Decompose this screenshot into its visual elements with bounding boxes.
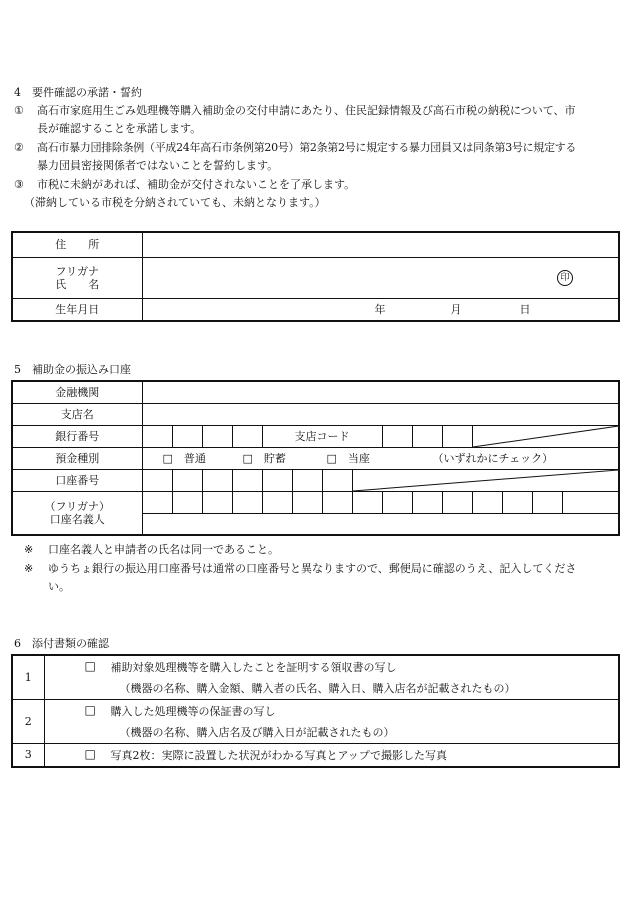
account-number-digit[interactable] — [202, 469, 232, 491]
holder-kana-cell[interactable] — [292, 491, 322, 513]
note2-text-line1: ゆうちょ銀行の振込用口座番号は通常の口座番号と異なりますので、郵便局に確認のうえ、記入してくださ — [48, 562, 577, 575]
holder-kana-cell[interactable] — [172, 491, 202, 513]
note2-text-line2: い。 — [48, 580, 70, 593]
account-number-digit[interactable] — [232, 469, 262, 491]
type-savings-checkbox[interactable]: □ 貯蓄 — [242, 451, 286, 465]
attachment-row-number: 1 — [12, 655, 44, 699]
account-holder-label: 口座名義人 — [49, 512, 105, 526]
attachment-row — [44, 743, 619, 767]
holder-kana-cell[interactable] — [232, 491, 262, 513]
attachments-table — [11, 654, 620, 768]
item2-text-line1: 高石市暴力団排除条例（平成24年高石市条例第20号）第2条第2号に規定する暴力団員又は同条第3号に規定する — [37, 141, 577, 154]
attachment-row — [44, 655, 619, 699]
branch-label: 支店名 — [12, 403, 142, 425]
diagonal-strike — [353, 470, 619, 491]
bank-number-unused-area — [472, 425, 619, 447]
type-current-checkbox[interactable]: □ 当座 — [326, 451, 370, 465]
note2-mark: ※ — [24, 562, 34, 575]
item1-text-line1: 高石市家庭用生ごみ処理機等購入補助金の交付申請にあたり、住民記録情報及び高石市税の納税について、市 — [37, 104, 576, 117]
holder-kana-cell[interactable] — [142, 491, 172, 513]
bank-number-digit[interactable] — [232, 425, 262, 447]
holder-kana-cell[interactable] — [262, 491, 292, 513]
attachment-detail: （機器の名称、購入金額、購入者の氏名、購入日、購入店名が記載されたもの） — [119, 682, 516, 695]
type-ordinary-checkbox[interactable]: □ 普通 — [162, 451, 206, 465]
note1-mark: ※ — [24, 543, 34, 556]
applicant-table — [11, 231, 620, 322]
item1-text-line2: 長が確認することを承諾します。 — [37, 122, 202, 135]
account-number-unused-area — [352, 469, 619, 491]
account-number-digit[interactable] — [262, 469, 292, 491]
name-label-cell — [12, 257, 142, 298]
dob-field[interactable] — [142, 298, 619, 321]
attachment-row-number: 3 — [12, 743, 44, 767]
bank-number-digit[interactable] — [142, 425, 172, 447]
attachment-detail: （機器の名称、購入店名及び購入日が記載されたもの） — [119, 725, 395, 739]
diagonal-strike — [473, 426, 619, 447]
holder-kana-cell[interactable] — [202, 491, 232, 513]
holder-kana-cell[interactable] — [352, 491, 382, 513]
account-number-label: 口座番号 — [12, 469, 142, 491]
item3-text-line1: 市税に未納があれば、補助金が交付されないことを了承します。 — [37, 178, 356, 191]
seal-mark: 印 — [557, 270, 573, 286]
note1-text: 口座名義人と申請者の氏名は同一であること。 — [48, 543, 279, 556]
attachment-row-number: 2 — [12, 699, 44, 743]
account-holder-label-cell — [12, 491, 142, 535]
item2-text-line2: 暴力団員密接関係者ではないことを誓約します。 — [37, 159, 279, 172]
account-number-digit[interactable] — [142, 469, 172, 491]
attachment-title: 写真2枚：実際に設置した状況がわかる写真とアップで撮影した写真 — [110, 748, 448, 762]
section6-heading: 6 添付書類の確認 — [14, 637, 109, 650]
dob-label: 生年月日 — [12, 298, 142, 321]
holder-kana-cell[interactable] — [502, 491, 532, 513]
account-number-digit[interactable] — [172, 469, 202, 491]
section4-heading: 4 要件確認の承諾・誓約 — [14, 86, 142, 99]
item3-number: ③ — [14, 178, 24, 191]
section5-heading: 5 補助金の振込み口座 — [14, 363, 131, 376]
dob-year: 年 — [374, 302, 386, 316]
item3-text-line2: （滞納している市税を分納されていても、未納となります。） — [24, 196, 326, 209]
bank-number-digit[interactable] — [172, 425, 202, 447]
attachment-row — [44, 699, 619, 743]
holder-kana-cell[interactable] — [412, 491, 442, 513]
account-type-note: （いずれかにチェック） — [432, 451, 554, 465]
bank-table — [11, 380, 620, 536]
furigana-label: フリガナ — [55, 264, 99, 278]
bank-number-digit[interactable] — [202, 425, 232, 447]
bank-number-label: 銀行番号 — [12, 425, 142, 447]
account-number-digit[interactable] — [292, 469, 322, 491]
branch-code-digit[interactable] — [442, 425, 472, 447]
address-field[interactable] — [142, 232, 619, 257]
branch-field[interactable] — [142, 403, 619, 425]
dob-day: 日 — [519, 302, 531, 316]
account-type-label: 預金種別 — [12, 447, 142, 469]
branch-code-digit[interactable] — [382, 425, 412, 447]
holder-kana-cell[interactable] — [472, 491, 502, 513]
holder-kana-cell[interactable] — [562, 491, 619, 513]
name-field[interactable] — [142, 257, 619, 298]
attachment-checkbox[interactable]: □ — [84, 702, 96, 717]
attachment-title: 購入した処理機等の保証書の写し — [110, 704, 276, 718]
attachment-checkbox[interactable]: □ — [84, 746, 96, 761]
branch-code-digit[interactable] — [412, 425, 442, 447]
item1-number: ① — [14, 104, 24, 117]
branch-code-label: 支店コード — [262, 425, 382, 447]
holder-kana-cell[interactable] — [532, 491, 562, 513]
attachment-title: 補助対象処理機等を購入したことを証明する領収書の写し — [110, 661, 397, 674]
address-label: 住 所 — [12, 232, 142, 257]
account-type-field — [142, 447, 619, 469]
holder-kana-cell[interactable] — [322, 491, 352, 513]
account-number-digit[interactable] — [322, 469, 352, 491]
bank-label: 金融機関 — [12, 381, 142, 403]
attachment-checkbox[interactable]: □ — [84, 659, 96, 673]
holder-kana-cell[interactable] — [442, 491, 472, 513]
account-holder-name-field[interactable] — [142, 513, 619, 535]
bank-field[interactable] — [142, 381, 619, 403]
dob-month: 月 — [450, 302, 462, 316]
account-holder-furigana-label: （フリガナ） — [44, 499, 110, 513]
name-label: 氏 名 — [55, 277, 100, 291]
holder-kana-cell[interactable] — [382, 491, 412, 513]
item2-number: ② — [14, 141, 24, 154]
